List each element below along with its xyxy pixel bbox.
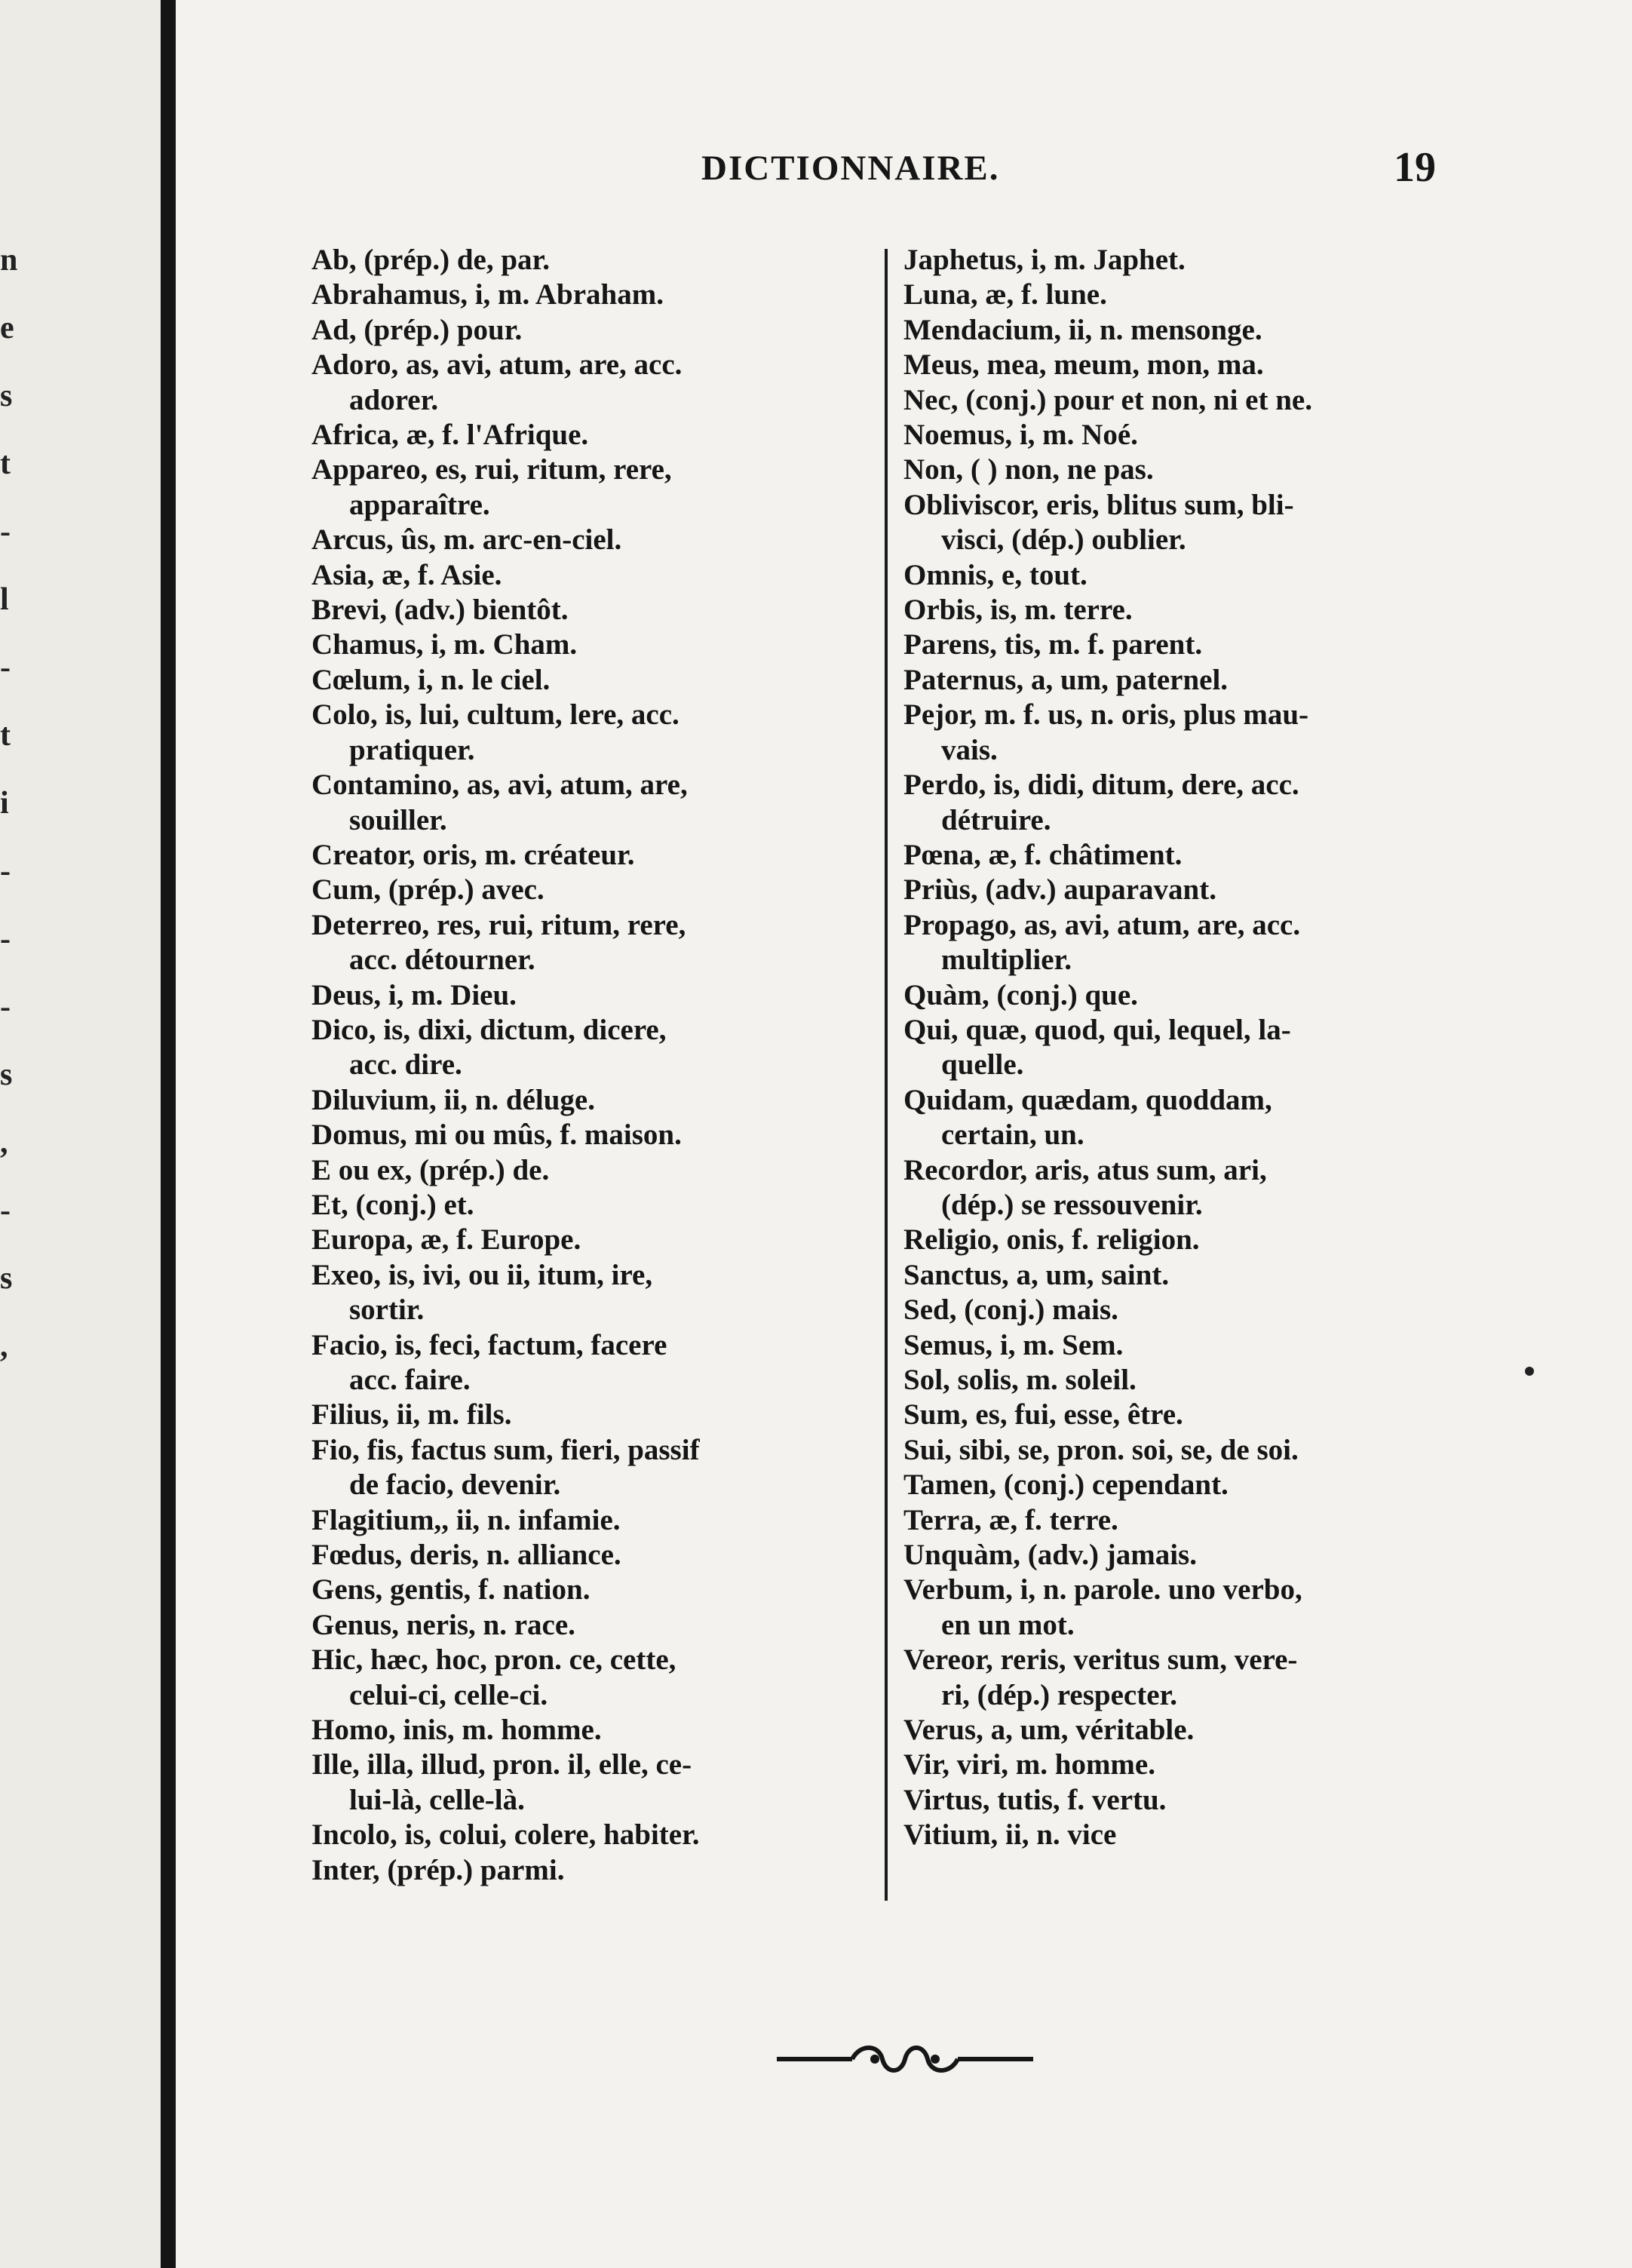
margin-fragment: s [0,379,13,413]
dictionary-entry: Vereor, reris, veritus sum, vere- [903,1643,1298,1677]
dictionary-entry: certain, un. [941,1119,1084,1152]
margin-fragment: - [0,922,11,956]
dictionary-entry: Brevi, (adv.) bientôt. [311,594,569,627]
dictionary-entry: adorer. [349,383,439,416]
dictionary-entry: souiller. [349,803,447,836]
dictionary-entry: Contamino, as, avi, atum, are, [311,769,688,802]
dictionary-entry: en un mot. [941,1608,1075,1641]
margin-fragment: i [0,786,9,821]
page-number: 19 [1394,144,1436,191]
dictionary-entry: Genus, neris, n. race. [311,1608,575,1641]
margin-fragment: t [0,447,11,481]
dictionary-entry: Sanctus, a, um, saint. [903,1258,1170,1291]
dictionary-entry: Religio, onis, f. religion. [903,1223,1200,1257]
dictionary-entry: Et, (conj.) et. [311,1188,474,1221]
dictionary-entry: Domus, mi ou mûs, f. maison. [311,1119,682,1152]
dictionary-entry: Ab, (prép.) de, par. [311,244,550,276]
dictionary-entry: Orbis, is, m. terre. [903,594,1133,627]
margin-fragment: - [0,990,11,1024]
margin-fragment: n [0,243,18,278]
margin-fragment: , [0,1329,8,1364]
dictionary-entry: Flagitium,, ii, n. infamie. [311,1503,621,1536]
margin-fragment: t [0,718,11,753]
margin-fragment: s [0,1057,13,1092]
dictionary-entry: Sed, (conj.) mais. [903,1294,1118,1327]
dictionary-entry: Inter, (prép.) parmi. [311,1853,565,1886]
dictionary-entry: détruire. [941,803,1051,836]
dictionary-entry: celui-ci, celle-ci. [349,1678,548,1711]
dictionary-entry: Quàm, (conj.) que. [903,978,1138,1011]
dictionary-entry: Arcus, ûs, m. arc-en-ciel. [311,523,622,557]
dictionary-entry: apparaître. [349,488,490,521]
dictionary-entry: Priùs, (adv.) auparavant. [903,873,1216,907]
dictionary-entry: Dico, is, dixi, dictum, dicere, [311,1013,667,1046]
dictionary-entry: Perdo, is, didi, ditum, dere, acc. [903,769,1299,802]
dictionary-entry: Exeo, is, ivi, ou ii, itum, ire, [311,1258,653,1291]
dictionary-entry: Facio, is, feci, factum, facere [311,1328,667,1361]
dictionary-column-left [311,243,870,1888]
dictionary-entry: Pœna, æ, f. châtiment. [903,838,1183,871]
dictionary-column-right [903,243,1462,1853]
left-page-edge [0,0,161,2268]
dictionary-entry: Omnis, e, tout. [903,558,1087,591]
dictionary-entry: Verus, a, um, véritable. [903,1714,1195,1747]
margin-fragment: - [0,1193,11,1228]
dictionary-entry: Non, ( ) non, ne pas. [903,453,1154,486]
dictionary-entry: Sui, sibi, se, pron. soi, se, de soi. [903,1433,1299,1466]
dictionary-entry: Virtus, tutis, f. vertu. [903,1783,1167,1816]
dictionary-entry: Europa, æ, f. Europe. [311,1223,581,1257]
dictionary-entry: Diluvium, ii, n. déluge. [311,1083,595,1116]
dictionary-entry: Filius, ii, m. fils. [311,1398,512,1432]
column-divider [885,249,888,1901]
dictionary-entry: Fio, fis, factus sum, fieri, passif [311,1433,700,1466]
dictionary-entry: Gens, gentis, f. nation. [311,1573,591,1607]
dictionary-entry: de facio, devenir. [349,1469,561,1502]
dictionary-entry: Mendacium, ii, n. mensonge. [903,313,1262,346]
dictionary-entry: Abrahamus, i, m. Abraham. [311,278,664,312]
dictionary-entry: Vitium, ii, n. vice [903,1818,1117,1852]
dictionary-entry: vais. [941,733,998,766]
ink-speck [1525,1367,1534,1376]
dictionary-entry: Paternus, a, um, paternel. [903,663,1229,696]
dictionary-entry: Vir, viri, m. homme. [903,1748,1155,1782]
dictionary-entry: Hic, hæc, hoc, pron. ce, cette, [311,1643,676,1677]
dictionary-entry: ri, (dép.) respecter. [941,1678,1177,1711]
dictionary-entry: lui-là, celle-là. [349,1783,525,1816]
dictionary-entry: Cœlum, i, n. le ciel. [311,663,551,696]
margin-fragment: - [0,650,11,685]
dictionary-entry: Africa, æ, f. l'Afrique. [311,419,589,452]
dictionary-entry: Parens, tis, m. f. parent. [903,628,1203,661]
dictionary-entry: Japhetus, i, m. Japhet. [903,244,1186,276]
dictionary-entry: Ille, illa, illud, pron. il, elle, ce- [311,1748,692,1782]
dictionary-entry: pratiquer. [349,733,475,766]
dictionary-entry: Colo, is, lui, cultum, lere, acc. [311,698,679,732]
margin-fragment: e [0,311,14,345]
dictionary-entry: Ad, (prép.) pour. [311,313,523,346]
dictionary-entry: Unquàm, (adv.) jamais. [903,1539,1197,1572]
dictionary-entry: Chamus, i, m. Cham. [311,628,578,661]
dictionary-entry: Verbum, i, n. parole. uno verbo, [903,1573,1302,1607]
dictionary-entry: Asia, æ, f. Asie. [311,558,502,591]
dictionary-entry: Noemus, i, m. Noé. [903,419,1138,452]
dictionary-entry: sortir. [349,1294,425,1327]
dictionary-entry: visci, (dép.) oublier. [941,523,1186,557]
dictionary-entry: Sum, es, fui, esse, être. [903,1398,1183,1432]
dictionary-entry: Homo, inis, m. homme. [311,1714,602,1747]
dictionary-entry: Tamen, (conj.) cependant. [903,1469,1229,1502]
dictionary-entry: acc. détourner. [349,944,535,977]
dictionary-entry: Creator, oris, m. créateur. [311,838,635,871]
margin-fragment: l [0,582,9,617]
dictionary-entry: Meus, mea, meum, mon, ma. [903,348,1264,382]
dictionary-entry: Recordor, aris, atus sum, ari, [903,1153,1267,1186]
dictionary-entry: Terra, æ, f. terre. [903,1503,1118,1536]
dictionary-entry: Nec, (conj.) pour et non, ni et ne. [903,383,1312,416]
dictionary-entry: multiplier. [941,944,1072,977]
dictionary-entry: E ou ex, (prép.) de. [311,1153,550,1186]
margin-fragment: - [0,854,11,888]
dictionary-entry: Obliviscor, eris, blitus sum, bli- [903,488,1294,521]
dictionary-entry: Adoro, as, avi, atum, are, acc. [311,348,683,382]
dictionary-entry: Incolo, is, colui, colere, habiter. [311,1818,700,1852]
dictionary-entry: Appareo, es, rui, ritum, rere, [311,453,672,486]
page-title: DICTIONNAIRE. [701,149,1000,188]
binding-shadow [161,0,176,2268]
dictionary-entry: Qui, quæ, quod, qui, lequel, la- [903,1013,1291,1046]
dictionary-entry: Propago, as, avi, atum, are, acc. [903,908,1301,941]
dictionary-entry: Pejor, m. f. us, n. oris, plus mau- [903,698,1309,732]
dictionary-entry: Deus, i, m. Dieu. [311,978,517,1011]
dictionary-entry: Quidam, quædam, quoddam, [903,1083,1272,1116]
dictionary-entry: Luna, æ, f. lune. [903,278,1107,312]
dictionary-entry: Semus, i, m. Sem. [903,1328,1124,1361]
dictionary-entry: quelle. [941,1048,1024,1082]
dictionary-entry: Fœdus, deris, n. alliance. [311,1539,621,1572]
dictionary-entry: Deterreo, res, rui, ritum, rere, [311,908,686,941]
margin-fragment: , [0,1125,8,1160]
dictionary-entry: (dép.) se ressouvenir. [941,1188,1203,1221]
dictionary-entry: acc. dire. [349,1048,462,1082]
margin-fragment: s [0,1261,13,1296]
margin-fragment: - [0,514,11,549]
dictionary-entry: acc. faire. [349,1364,471,1396]
left-page-fragments [0,226,23,1380]
dictionary-entry: Cum, (prép.) avec. [311,873,545,907]
ornament-divider-icon [769,2040,1041,2078]
dictionary-entry: Sol, solis, m. soleil. [903,1364,1137,1396]
